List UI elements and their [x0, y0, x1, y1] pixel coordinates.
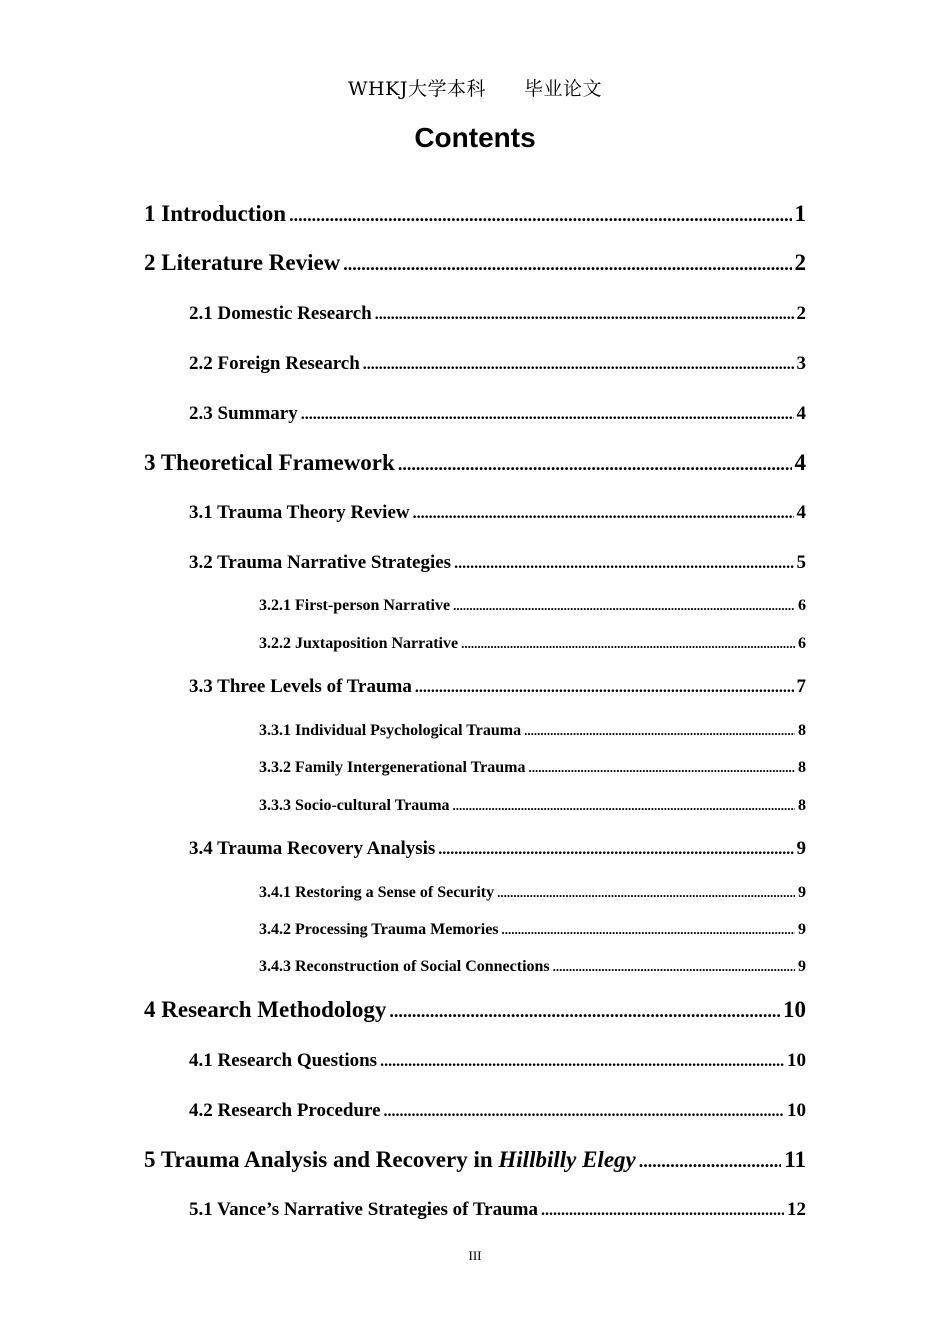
toc-entry-label: [144, 1147, 636, 1173]
toc-entry-label: 4.2 Research Procedure: [189, 1100, 381, 1121]
toc-page-number: 9: [798, 884, 806, 901]
toc-entry-5-1[interactable]: [189, 1199, 806, 1221]
toc-entry-2[interactable]: [144, 250, 806, 276]
toc-entry-3-4[interactable]: [189, 838, 806, 860]
toc-entry-label: 3.4 Trauma Recovery Analysis: [189, 838, 436, 859]
toc-page-number: 5: [796, 552, 806, 573]
toc-page-number: 2: [794, 250, 806, 275]
toc-entry-2-3[interactable]: [189, 403, 806, 425]
dot-leader: [524, 723, 795, 739]
toc-entry-3-3-2[interactable]: [259, 759, 806, 777]
toc-page-number: 4: [796, 403, 806, 424]
dot-leader: [343, 254, 791, 275]
toc-entry-3[interactable]: [144, 450, 806, 476]
dot-leader: [380, 1053, 784, 1071]
dot-leader: [502, 922, 795, 938]
toc-entry-3-2[interactable]: [189, 552, 806, 574]
toc-entry-label: 3 Theoretical Framework: [144, 450, 395, 475]
dot-leader: [553, 959, 795, 975]
dot-leader: [375, 306, 794, 324]
dot-leader: [384, 1103, 784, 1121]
toc-entry-3-1[interactable]: [189, 502, 806, 524]
toc-entry-label: 3.4.3 Reconstruction of Social Connections: [259, 958, 550, 975]
toc-page-number: 6: [798, 597, 806, 614]
toc-page-number: 7: [796, 676, 806, 697]
toc-page-number: 9: [798, 921, 806, 938]
toc-page-number: 9: [798, 958, 806, 975]
dot-leader: [453, 598, 795, 614]
toc-page-number: 10: [787, 1100, 806, 1121]
toc-entry-label: 3.2.1 First-person Narrative: [259, 597, 451, 614]
dot-leader: [415, 679, 794, 697]
toc-entry-label: 3.3.1 Individual Psychological Trauma: [259, 722, 522, 739]
dot-leader: [461, 636, 795, 652]
dot-leader: [541, 1202, 784, 1220]
toc-entry-label: 1 Introduction: [144, 201, 287, 226]
toc-entry-label-prefix: 5 Trauma Analysis and Recovery in: [144, 1147, 499, 1172]
toc-entry-label: 3.3.3 Socio-cultural Trauma: [259, 797, 450, 814]
toc-entry-label: 2.2 Foreign Research: [189, 353, 360, 374]
header-thesis: 毕业论文: [523, 78, 602, 100]
dot-leader: [363, 356, 794, 374]
toc-entry-label: 2 Literature Review: [144, 250, 341, 275]
page-title: Contents: [414, 122, 536, 153]
toc-entry-3-3-3[interactable]: [259, 797, 806, 815]
toc-page-number: 9: [796, 838, 806, 859]
toc-entry-2-1[interactable]: [189, 303, 806, 325]
toc-entry-label: 4.1 Research Questions: [189, 1050, 378, 1071]
toc-page-number: 4: [794, 450, 806, 475]
toc-entry-label: 3.2 Trauma Narrative Strategies: [189, 552, 452, 573]
toc-page-number: 11: [784, 1147, 806, 1172]
toc-entry-label: 4 Research Methodology: [144, 997, 387, 1022]
dot-leader: [413, 505, 794, 523]
toc-page-number: 3: [796, 353, 806, 374]
toc-entry-3-3[interactable]: [189, 676, 806, 698]
toc-entry-3-4-2[interactable]: [259, 921, 806, 939]
toc-entry-label: 3.3 Three Levels of Trauma: [189, 676, 412, 697]
toc-page-number: 10: [787, 1050, 806, 1071]
running-header: [0, 74, 950, 101]
toc-entry-label: 2.3 Summary: [189, 403, 298, 424]
dot-leader: [454, 555, 793, 573]
toc-entry-1[interactable]: [144, 201, 806, 227]
toc-page-number: 8: [798, 759, 806, 776]
dot-leader: [497, 885, 795, 901]
toc-entry-3-4-3[interactable]: [259, 958, 806, 976]
toc-page-number: 8: [798, 722, 806, 739]
toc-entry-3-2-1[interactable]: [259, 597, 806, 615]
toc-entry-3-4-1[interactable]: [259, 884, 806, 902]
dot-leader: [529, 760, 796, 776]
toc-entry-label: 3.1 Trauma Theory Review: [189, 502, 410, 523]
toc-page-number: 4: [796, 502, 806, 523]
dot-leader: [438, 841, 793, 859]
toc-page-number: 10: [783, 997, 806, 1022]
toc-entry-4-1[interactable]: [189, 1050, 806, 1072]
toc-entry-label: 3.2.2 Juxtaposition Narrative: [259, 635, 459, 652]
toc-entry-label: 3.3.2 Family Intergenerational Trauma: [259, 759, 526, 776]
toc-page-number: 1: [794, 201, 806, 226]
toc-entry-3-2-2[interactable]: [259, 635, 806, 653]
toc-page-number: 6: [798, 635, 806, 652]
book-title: Hillbilly Elegy: [498, 1147, 636, 1172]
page-number-footer: III: [468, 1248, 482, 1263]
toc-entry-label: 2.1 Domestic Research: [189, 303, 372, 324]
toc-page-number: 8: [798, 797, 806, 814]
dot-leader: [453, 798, 795, 814]
toc-page-number: 12: [787, 1199, 806, 1220]
toc-entry-label: 3.4.2 Processing Trauma Memories: [259, 921, 499, 938]
dot-leader: [389, 1001, 780, 1022]
toc-page-number: 2: [796, 303, 806, 324]
toc-entry-5[interactable]: [144, 1147, 806, 1173]
dot-leader: [639, 1151, 782, 1172]
toc-entry-4-2[interactable]: [189, 1100, 806, 1122]
toc-entry-label: 3.4.1 Restoring a Sense of Security: [259, 884, 495, 901]
dot-leader: [289, 205, 791, 226]
toc-entry-4[interactable]: [144, 997, 806, 1023]
header-university: WHKJ大学本科: [348, 78, 486, 100]
toc-entry-2-2[interactable]: [189, 353, 806, 375]
toc-entry-label: 5.1 Vance’s Narrative Strategies of Trauma: [189, 1199, 538, 1220]
toc-entry-3-3-1[interactable]: [259, 722, 806, 740]
dot-leader: [398, 454, 792, 475]
dot-leader: [301, 406, 794, 424]
